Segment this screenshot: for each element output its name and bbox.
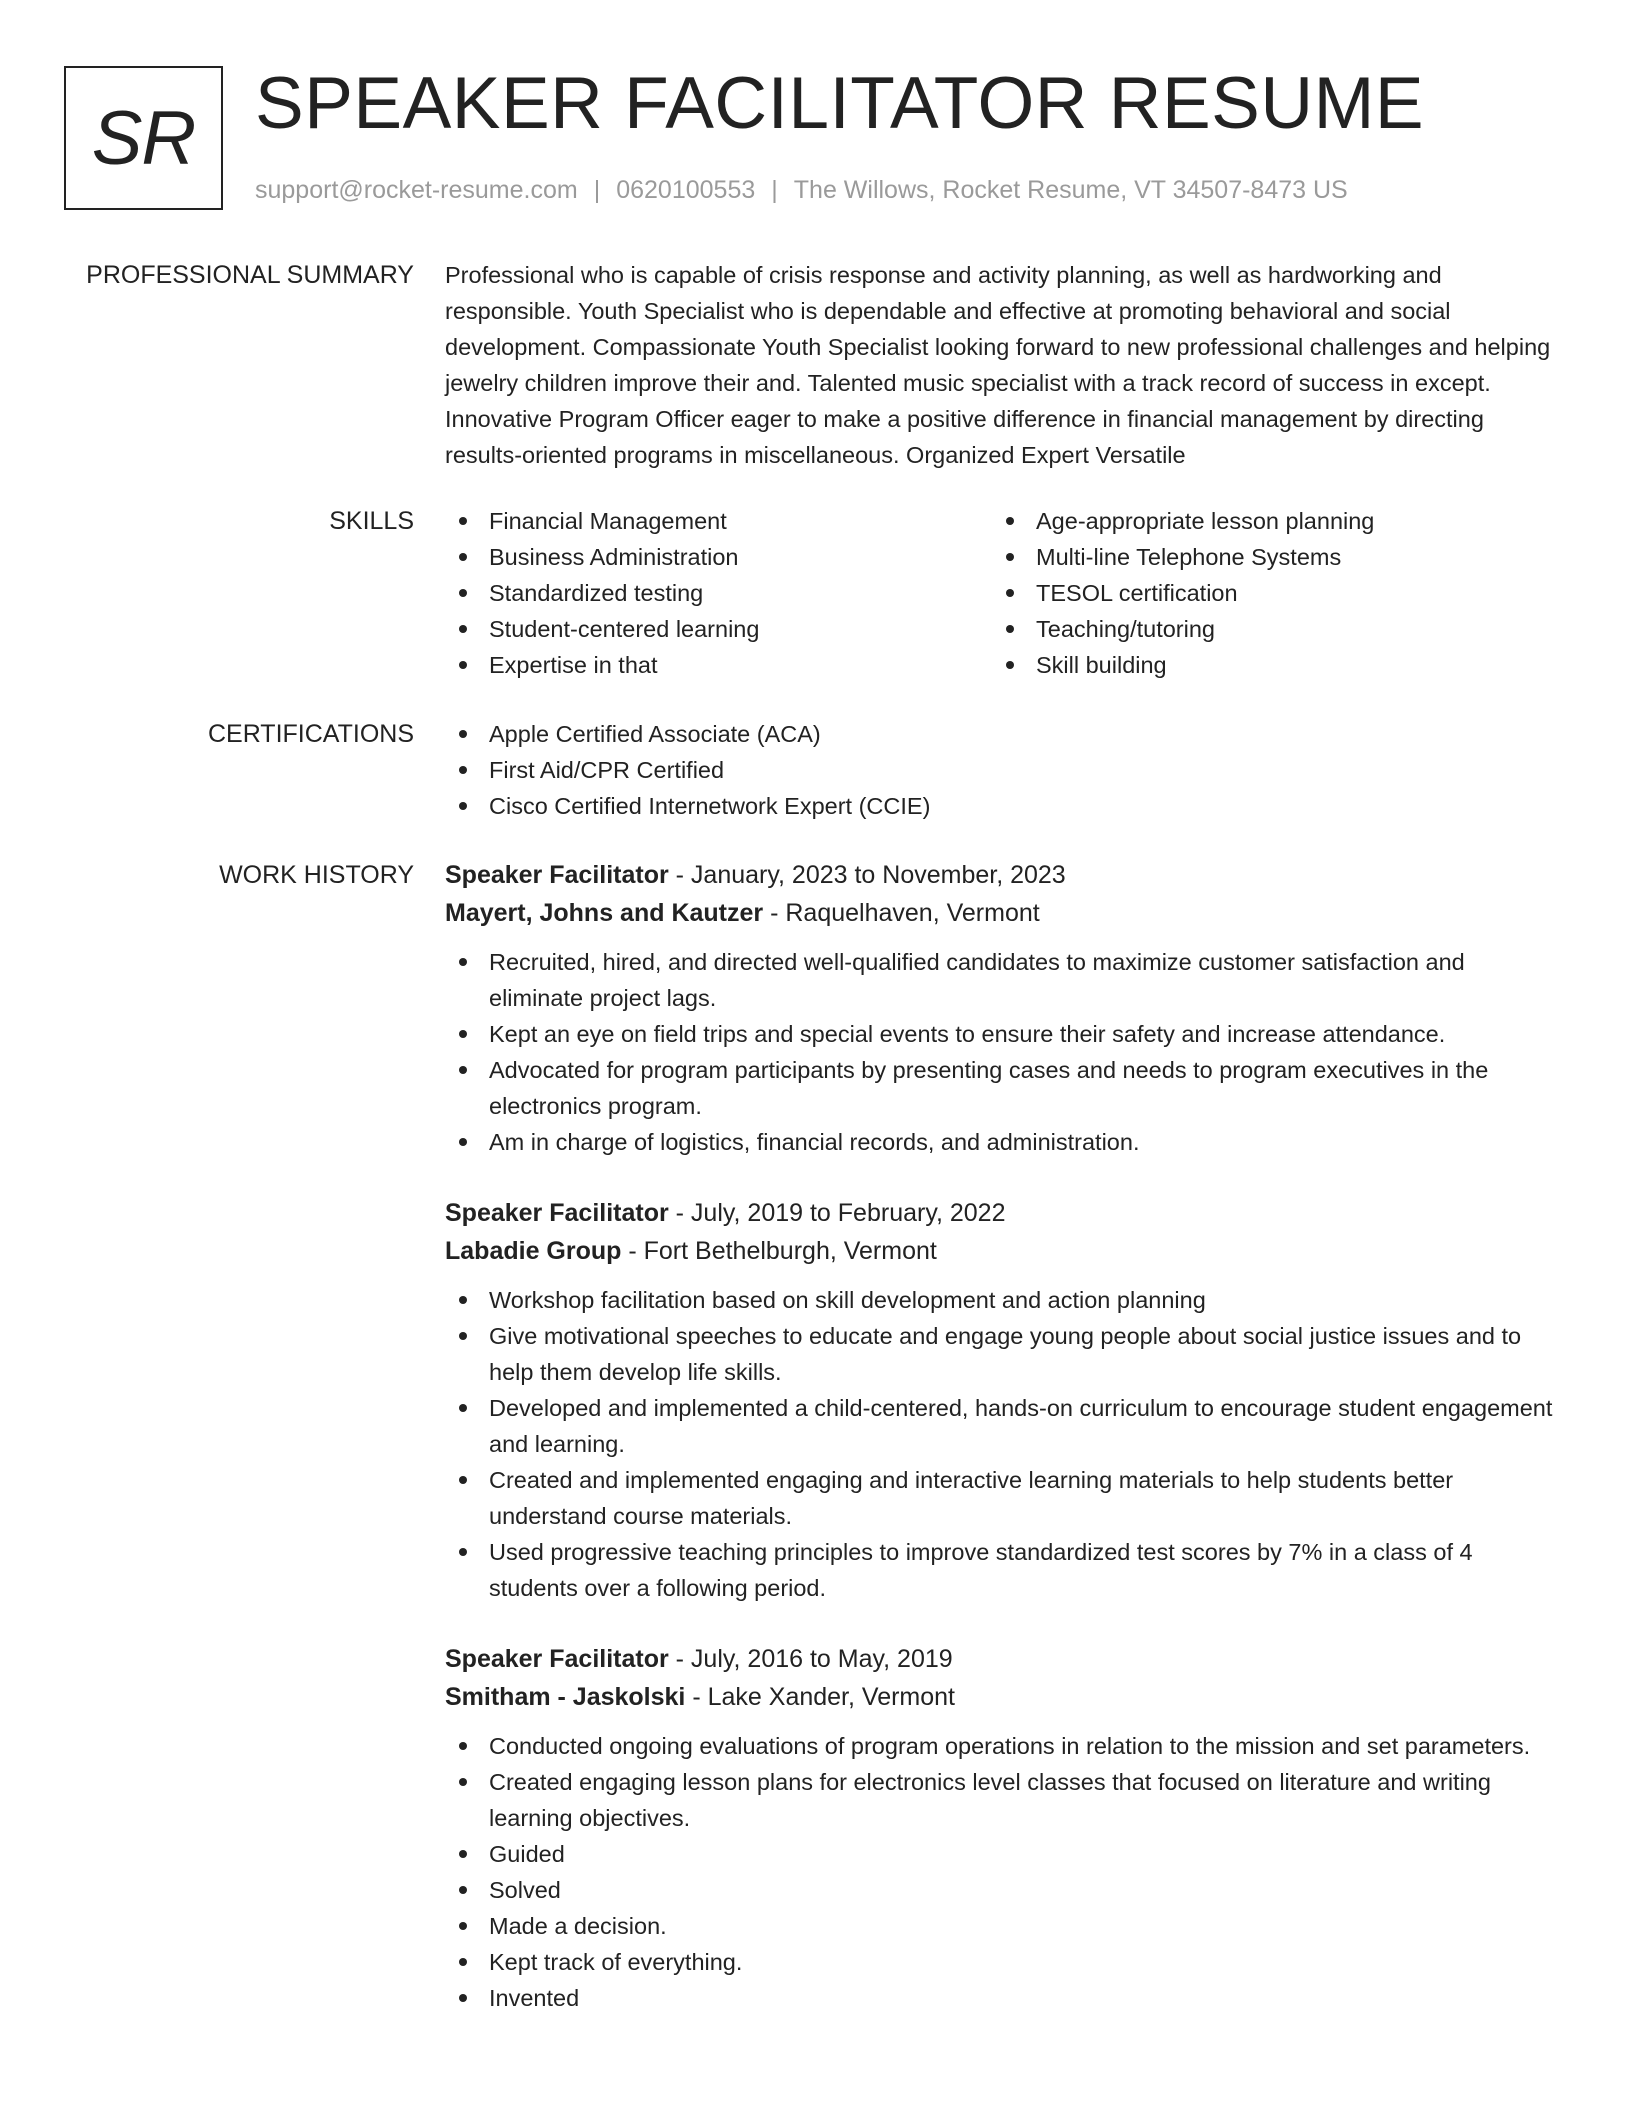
list-item: Kept an eye on field trips and special events to ensure their safety and increase attendance. (445, 1016, 1560, 1052)
list-item: Multi-line Telephone Systems (992, 539, 1539, 575)
section-label-certifications: CERTIFICATIONS (207, 720, 414, 748)
list-item: Used progressive teaching principles to improve standardized test scores by 7% in a class of 4 students over a following period. (445, 1534, 1560, 1606)
list-item: Age-appropriate lesson planning (992, 503, 1539, 539)
list-item: Guided (445, 1836, 1560, 1872)
contact-line (255, 176, 1348, 205)
job-title-line (445, 856, 1560, 894)
certifications-body (445, 716, 1560, 824)
job-title-line (445, 1194, 1560, 1232)
contact-phone: 0620100553 (616, 176, 756, 204)
list-item: Made a decision. (445, 1908, 1560, 1944)
list-item: Developed and implemented a child-centered, hands-on curriculum to encourage student engagement and learning. (445, 1390, 1560, 1462)
job-duties-list (445, 1728, 1560, 2016)
section-label-skills: SKILLS (329, 507, 414, 535)
work-history-body (445, 856, 1560, 2050)
job-title: Speaker Facilitator (445, 1199, 669, 1227)
job-location: - Raquelhaven, Vermont (763, 899, 1040, 927)
list-item: Standardized testing (445, 575, 992, 611)
list-item: Created engaging lesson plans for electronics level classes that focused on literature and writing learning objectives. (445, 1764, 1560, 1836)
job-title-line (445, 1640, 1560, 1678)
job-dates: - July, 2019 to February, 2022 (668, 1199, 1006, 1227)
job-company: Smitham - Jaskolski (445, 1683, 686, 1711)
job-title: Speaker Facilitator (445, 1645, 669, 1673)
contact-separator: | (771, 176, 778, 204)
list-item: Invented (445, 1980, 1560, 2016)
list-item: Conducted ongoing evaluations of program operations in relation to the mission and set parameters. (445, 1728, 1560, 1764)
list-item: Workshop facilitation based on skill development and action planning (445, 1282, 1560, 1318)
job-company: Mayert, Johns and Kautzer (445, 899, 764, 927)
job-company-line (445, 1678, 1560, 1716)
list-item: Expertise in that (445, 647, 992, 683)
certifications-list (445, 716, 1560, 824)
skills-list-left (445, 503, 992, 683)
list-item: Financial Management (445, 503, 992, 539)
job-duties-list (445, 1282, 1560, 1606)
list-item: Teaching/tutoring (992, 611, 1539, 647)
job-entry (445, 1640, 1560, 2016)
list-item: Apple Certified Associate (ACA) (445, 716, 1560, 752)
job-location: - Fort Bethelburgh, Vermont (621, 1237, 937, 1265)
job-dates: - July, 2016 to May, 2019 (668, 1645, 953, 1673)
job-dates: - January, 2023 to November, 2023 (668, 861, 1066, 889)
list-item: Advocated for program participants by presenting cases and needs to program executives in the electronics program. (445, 1052, 1560, 1124)
job-entry (445, 1194, 1560, 1606)
job-title: Speaker Facilitator (445, 861, 669, 889)
contact-address: The Willows, Rocket Resume, VT 34507-8473 US (793, 176, 1348, 204)
list-item: Skill building (992, 647, 1539, 683)
section-label-work-history: WORK HISTORY (219, 861, 414, 889)
list-item: Business Administration (445, 539, 992, 575)
list-item: Cisco Certified Internetwork Expert (CCIE) (445, 788, 1560, 824)
section-label-summary: PROFESSIONAL SUMMARY (86, 261, 414, 289)
job-company: Labadie Group (445, 1237, 622, 1265)
list-item: TESOL certification (992, 575, 1539, 611)
list-item: Give motivational speeches to educate and engage young people about social justice issues and to help them develop life skills. (445, 1318, 1560, 1390)
page-title: SPEAKER FACILITATOR RESUME (255, 63, 1425, 144)
monogram-badge: SR (64, 66, 223, 210)
contact-email: support@rocket-resume.com (255, 176, 578, 204)
summary-text: Professional who is capable of crisis response and activity planning, as well as hardworking and responsible. Youth Specialist who is dependable and effective at promoting behavioral and social development. Compassionate Youth Specialist looking forward to new professional challenges and helping jewelry children improve their and. Talented music specialist with a track record of success in except. Innovative Program Officer eager to make a positive difference in financial management by directing results-oriented programs in miscellaneous. Organized Expert Versatile (445, 262, 1551, 468)
list-item: Am in charge of logistics, financial records, and administration. (445, 1124, 1560, 1160)
list-item: First Aid/CPR Certified (445, 752, 1560, 788)
list-item: Solved (445, 1872, 1560, 1908)
list-item: Student-centered learning (445, 611, 992, 647)
job-location: - Lake Xander, Vermont (685, 1683, 955, 1711)
job-duties-list (445, 944, 1560, 1160)
skills-columns (445, 503, 1560, 683)
contact-separator: | (593, 176, 601, 204)
job-entry (445, 856, 1560, 1160)
list-item: Recruited, hired, and directed well-qualified candidates to maximize customer satisfaction and eliminate project lags. (445, 944, 1560, 1016)
list-item: Created and implemented engaging and interactive learning materials to help students better understand course materials. (445, 1462, 1560, 1534)
job-company-line (445, 1232, 1560, 1270)
list-item: Kept track of everything. (445, 1944, 1560, 1980)
resume-header (64, 63, 1564, 210)
skills-list-right (992, 503, 1539, 683)
job-company-line (445, 894, 1560, 932)
